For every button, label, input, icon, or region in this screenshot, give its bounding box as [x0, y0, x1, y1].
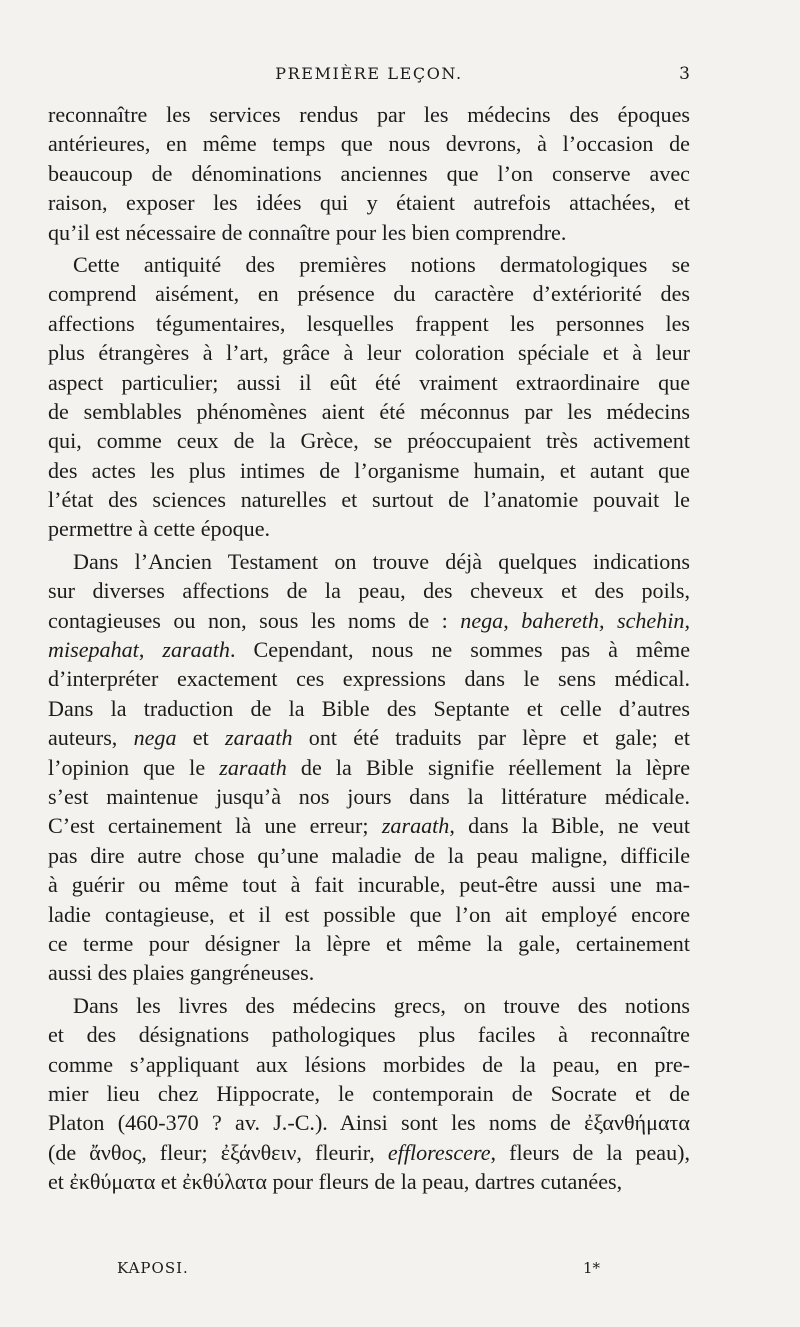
text-line: [48, 723, 690, 752]
text-line: [48, 397, 690, 426]
italic-term: zaraath: [381, 813, 450, 839]
text-segment: Dans la traduction de la Bible des Septante et celle d’autres: [48, 695, 690, 721]
paragraph: [48, 250, 690, 544]
text-line: [48, 547, 690, 576]
italic-term: efflorescere: [387, 1139, 491, 1165]
text-line: [48, 250, 690, 279]
text-segment: . Cependant, nous ne sommes pas à même: [229, 637, 691, 663]
text-line: [48, 1020, 690, 1049]
text-segment: Dans les livres des médecins grecs, on trouve des notions: [73, 992, 690, 1018]
page-footer: [117, 1257, 600, 1281]
text-line: [48, 841, 690, 870]
text-line: [48, 958, 690, 987]
running-title: PREMIÈRE LEÇON.: [275, 64, 463, 83]
italic-term: misepahat: [48, 637, 139, 663]
signature-author: KAPOSI.: [117, 1259, 189, 1277]
paragraph: [48, 100, 690, 247]
text-line: [48, 279, 690, 308]
text-segment: de la Bible signifie réellement la lèpre: [286, 754, 691, 780]
text-line: [48, 218, 690, 247]
body-text: [48, 100, 690, 1196]
text-segment: et ἐκθύματα et ἐκθύλατα pour fleurs de la peau, dartres cutanées,: [48, 1169, 623, 1195]
text-line: [48, 1167, 690, 1196]
text-segment: sur diverses affections de la peau, des cheveux et des poils,: [48, 578, 690, 604]
text-line: [48, 426, 690, 455]
text-segment: aussi des plaies gangréneuses.: [48, 960, 315, 986]
text-segment: aspect particulier; aussi il eût été vraiment extraordinaire que: [48, 369, 690, 395]
text-segment: ce terme pour désigner la lèpre et même la gale, certainement: [48, 930, 690, 956]
text-line: [48, 485, 690, 514]
page-header: [48, 60, 690, 90]
italic-term: zaraath: [219, 754, 287, 780]
text-line: [48, 368, 690, 397]
text-line: [48, 753, 690, 782]
text-segment: beaucoup de dénominations anciennes que l’on conserve avec: [48, 160, 690, 186]
text-segment: raison, exposer les idées qui y étaient autrefois attachées, et: [48, 190, 690, 216]
italic-term: nega: [133, 725, 177, 751]
text-segment: (de ἄνθος, fleur; ἐξάνθειν, fleurir,: [48, 1139, 388, 1165]
text-segment: mier lieu chez Hippocrate, le contemporain de Socrate et de: [48, 1080, 690, 1106]
italic-term: bahereth, schehin,: [521, 607, 690, 633]
text-segment: s’est maintenue jusqu’à nos jours dans la littérature médicale.: [48, 783, 690, 809]
text-line: [48, 188, 690, 217]
text-segment: comprend aisément, en présence du caractère d’extériorité des: [48, 281, 690, 307]
text-segment: l’état des sciences naturelles et surtout de l’anatomie pouvait le: [48, 487, 690, 513]
signature-mark: 1*: [582, 1259, 600, 1277]
text-segment: auteurs,: [48, 725, 134, 751]
text-segment: et des désignations pathologiques plus faciles à reconnaître: [48, 1022, 690, 1048]
italic-term: nega: [460, 607, 504, 633]
italic-term: zaraath: [162, 637, 230, 663]
text-segment: contagieuses ou non, sous les noms de :: [48, 607, 461, 633]
text-line: [48, 576, 690, 605]
text-segment: , fleurs de la peau),: [490, 1139, 690, 1165]
text-segment: Platon (460-370 ? av. J.-C.). Ainsi sont les noms de ἐξανθήματα: [48, 1110, 690, 1136]
text-line: [48, 1050, 690, 1079]
text-segment: pas dire autre chose qu’une maladie de la peau maligne, difficile: [48, 842, 690, 868]
text-line: [48, 1138, 690, 1167]
text-segment: Dans l’Ancien Testament on trouve déjà quelques indications: [73, 548, 690, 574]
text-segment: antérieures, en même temps que nous devrons, à l’occasion de: [48, 131, 690, 157]
text-segment: qui, comme ceux de la Grèce, se préoccupaient très activement: [48, 428, 690, 454]
text-line: [48, 309, 690, 338]
text-segment: des actes les plus intimes de l’organisme humain, et autant que: [48, 457, 690, 483]
text-segment: , dans la Bible, ne veut: [449, 813, 690, 839]
text-segment: affections tégumentaires, lesquelles frappent les personnes les: [48, 310, 690, 336]
text-line: [48, 870, 690, 899]
text-line: [48, 635, 690, 664]
text-line: [48, 1108, 690, 1137]
text-line: [48, 694, 690, 723]
text-segment: ont été traduits par lèpre et gale; et: [292, 725, 690, 751]
text-line: [48, 782, 690, 811]
text-segment: d’interpréter exactement ces expressions dans le sens médical.: [48, 666, 690, 692]
italic-term: zaraath: [224, 725, 293, 751]
page-number: 3: [679, 64, 690, 84]
text-segment: permettre à cette époque.: [48, 516, 271, 542]
text-line: [48, 664, 690, 693]
paragraph: [48, 547, 690, 988]
text-line: [48, 100, 690, 129]
text-segment: ,: [138, 637, 163, 663]
text-segment: de semblables phénomènes aient été méconnus par les médecins: [48, 398, 690, 424]
text-line: [48, 338, 690, 367]
text-line: [48, 811, 690, 840]
text-line: [48, 991, 690, 1020]
text-segment: qu’il est nécessaire de connaître pour les bien comprendre.: [48, 219, 567, 245]
text-segment: ladie contagieuse, et il est possible que l’on ait employé encore: [48, 901, 690, 927]
text-line: [48, 900, 690, 929]
text-segment: ,: [503, 607, 522, 633]
text-segment: comme s’appliquant aux lésions morbides de la peau, en pre-: [48, 1051, 690, 1077]
text-line: [48, 159, 690, 188]
text-segment: reconnaître les services rendus par les médecins des époques: [48, 102, 690, 127]
text-segment: C’est certainement là une erreur;: [48, 813, 382, 839]
text-line: [48, 606, 690, 635]
text-line: [48, 129, 690, 158]
text-segment: à guérir ou même tout à fait incurable, peut-être aussi une ma-: [48, 872, 690, 898]
text-line: [48, 1079, 690, 1108]
text-segment: et: [176, 725, 225, 751]
text-line: [48, 456, 690, 485]
text-segment: Cette antiquité des premières notions dermatologiques se: [73, 251, 690, 277]
text-line: [48, 929, 690, 958]
text-segment: plus étrangères à l’art, grâce à leur coloration spéciale et à leur: [48, 340, 690, 366]
text-segment: l’opinion que le: [48, 754, 220, 780]
text-line: [48, 514, 690, 543]
paragraph: [48, 991, 690, 1197]
